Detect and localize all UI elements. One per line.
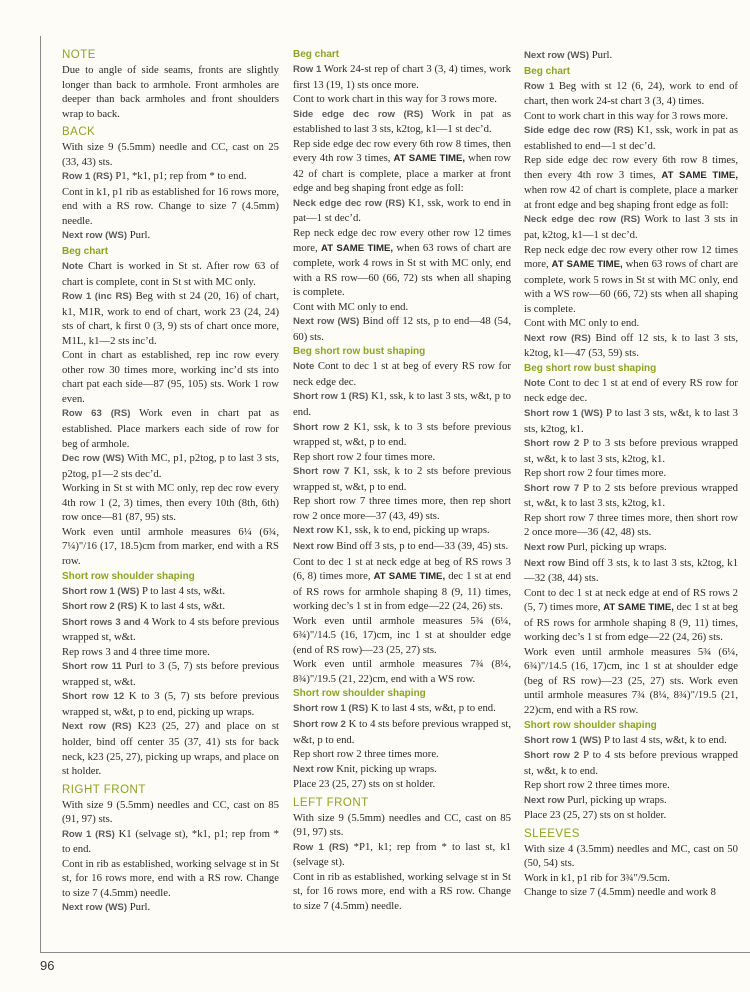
paragraph: Rep short row 2 four times more. <box>524 467 667 480</box>
instruction: Neck edge dec row (RS) Work to last 3 sts in pat, k2tog, k1—1 st dec’d. <box>524 213 739 242</box>
row-label: Row 1 <box>293 64 322 75</box>
paragraph: Rep short row 2 three times more. <box>293 748 439 761</box>
subheading-beg-chart: Beg chart <box>62 246 109 258</box>
paragraph: Rep neck edge dec row every other row 12 times more, AT SAME TIME, when 63 rows of chart are complete, work 5 rows in St st with MC only, end with a WS row—60 (66, 72) sts when all shaping is complete. <box>524 243 738 315</box>
instruction: Side edge dec row (RS) K1, ssk, work in pat as established to end—1 st dec’d. <box>524 124 738 152</box>
emphasis-at-same-time: AT SAME TIME, <box>603 602 674 614</box>
instruction: Row 1 (RS) *P1, k1; rep from * to last st, k1 (selvage st). <box>293 840 512 869</box>
row-label: Short row 7 <box>293 466 350 478</box>
instruction: Short row 12 K to 3 (5, 7) sts before previous wrapped st, w&t, p to end, picking up wraps. <box>62 690 279 718</box>
instruction: Short row 2 P to 3 sts before previous wrapped st, w&t, k to last 3 sts, k2tog, k1. <box>524 437 738 465</box>
row-label: Short row 2 <box>293 718 346 730</box>
emphasis-at-same-time: AT SAME TIME, <box>373 571 446 583</box>
section-heading-right-front: RIGHT FRONT <box>62 783 146 796</box>
subheading-beg-chart: Beg chart <box>293 49 340 60</box>
row-label: Side edge dec row (RS) <box>524 125 634 137</box>
note-label: Note <box>524 377 546 389</box>
instruction: Dec row (WS) With MC, p1, p2tog, p to last 3 sts, p2tog, p1—2 sts dec’d. <box>62 452 279 480</box>
column-3 <box>524 48 738 900</box>
paragraph: Rep short row 7 three times more, then rep short row 2 once more—37 (43, 49) sts. <box>293 495 511 522</box>
column-1 <box>62 48 279 916</box>
paragraph: Change to size 7 (4.5mm) needle and work 8 <box>524 886 717 899</box>
row-label: Row 1 (RS) <box>62 171 113 183</box>
instruction: Short row 1 (RS) K to last 4 sts, w&t, p to end. <box>293 702 496 715</box>
instruction: Next row K1, ssk, k to end, picking up wraps. <box>293 524 490 537</box>
paragraph: With size 9 (5.5mm) needles and CC, cast on 85 (91, 97) sts. <box>293 811 511 839</box>
section-heading-left-front: LEFT FRONT <box>293 796 369 809</box>
instruction: Short row 1 (RS) K1, ssk, k to last 3 sts, w&t, p to end. <box>293 390 512 419</box>
instruction: Neck edge dec row (RS) K1, ssk, work to end in pat—1 st dec’d. <box>293 196 512 225</box>
paragraph: Working in St st with MC only, rep dec row every 4th row 1 (2, 3) times, then every 10th (8th, 6th) row once—81 (87, 95) sts. <box>62 482 279 524</box>
instruction: Next row Purl, picking up wraps. <box>524 540 667 553</box>
row-label: Side edge dec row (RS) <box>293 108 424 120</box>
instruction: Row 1 (RS) K1 (selvage st), *k1, p1; rep from * to end. <box>62 827 280 856</box>
row-label: Short row 1 (WS) <box>62 585 140 597</box>
row-label: Dec row (WS) <box>62 453 125 465</box>
paragraph: With size 9 (5.5mm) needle and CC, cast on 25 (33, 43) sts. <box>62 141 279 168</box>
instruction: Row 1 Beg with st 12 (6, 24), work to end of chart, then work 24-st chart 3 (3, 4) times. <box>524 79 738 108</box>
instruction: Next row (RS) K23 (25, 27) and place on st holder, bind off center 35 (37, 41) sts for back neck, k23 (25, 27), picking up wraps, and place on st holder. <box>62 720 279 778</box>
instruction: Short row 2 (RS) K to last 4 sts, w&t. <box>62 600 226 613</box>
instruction: Short row 1 (WS) P to last 4 sts, w&t. <box>62 584 225 597</box>
instruction: Short row 11 Purl to 3 (5, 7) sts before previous wrapped st, w&t. <box>62 660 279 688</box>
row-label: Next row <box>293 525 334 537</box>
row-label: Row 1 <box>524 80 555 92</box>
page-frame-left-rule <box>40 36 41 952</box>
subheading-shoulder-shaping: Short row shoulder shaping <box>293 688 426 700</box>
instruction: Next row (RS) Bind off 12 sts, k to last 3 sts, k2tog, k1—47 (53, 59) sts. <box>524 331 738 360</box>
emphasis-at-same-time: AT SAME TIME, <box>551 259 623 271</box>
instruction: Short row 2 P to 4 sts before previous wrapped st, w&t, k to end. <box>524 749 738 777</box>
instruction: Short row 2 K1, ssk, k to 3 sts before previous wrapped st, w&t, p to end. <box>293 420 511 449</box>
paragraph: Cont in chart as established, rep inc row every other row 30 times more, working inc’d sts into chart pat each side—87 (95, 105) sts. Work 1 row even. <box>62 349 279 405</box>
instruction: Short row 2 K to 4 sts before previous wrapped st, w&t, p to end. <box>293 717 511 746</box>
instruction: Short row 1 (WS) P to last 3 sts, w&t, k to last 3 sts, k2tog, k1. <box>524 407 738 435</box>
paragraph: Rep side edge dec row every 6th row 8 times, then every 4th row 3 times, AT SAME TIME, when row 42 of chart is complete, place a marker at front edge and beg shaping front edge as foll: <box>524 154 738 211</box>
row-label: Next row <box>293 540 334 552</box>
row-label: Short row 2 <box>524 438 580 450</box>
instruction: Next row (WS) Purl. <box>524 49 613 61</box>
row-label: Next row <box>524 557 566 569</box>
row-label: Next row (WS) <box>293 316 360 328</box>
section-heading-note: NOTE <box>62 49 96 61</box>
column-2 <box>293 48 511 914</box>
paragraph: Work even until armhole measures 6¼ (6¾, 7¼)"/16 (17, 18.5)cm from marker, end with a RS row. <box>62 525 279 567</box>
emphasis-at-same-time: AT SAME TIME, <box>661 169 738 181</box>
instruction: Next row (WS) Bind off 12 sts, p to end—48 (54, 60) sts. <box>293 315 511 343</box>
paragraph: Cont with MC only to end. <box>524 317 640 330</box>
instruction: Next row Bind off 3 sts, p to end—33 (39, 45) sts. <box>293 539 509 552</box>
row-label: Next row <box>524 541 565 553</box>
instruction: Row 1 Work 24-st rep of chart 3 (3, 4) times, work first 13 (19, 1) sts once more. <box>293 63 511 91</box>
subheading-bust-shaping: Beg short row bust shaping <box>524 362 657 374</box>
section-heading-sleeves: SLEEVES <box>524 827 580 840</box>
row-label: Next row (WS) <box>62 230 128 242</box>
row-label: Next row <box>293 763 334 775</box>
paragraph: Rep neck edge dec row every other row 12 times more, AT SAME TIME, when 63 rows of chart are complete, work 4 rows in St st with MC only, end with a RS row—60 (66, 72) sts when all shaping is complete. <box>293 227 511 299</box>
paragraph: Place 23 (25, 27) sts on st holder. <box>524 809 667 822</box>
emphasis-at-same-time: AT SAME TIME, <box>320 242 394 254</box>
instruction: Next row (WS) Purl. <box>62 901 151 914</box>
instruction: Short row 7 K1, ssk, k to 2 sts before previous wrapped st, w&t, p to end. <box>293 465 511 493</box>
row-label: Next row (RS) <box>62 721 132 733</box>
instruction: Next row (WS) Purl. <box>62 229 151 242</box>
instruction: Next row Purl, picking up wraps. <box>524 793 667 806</box>
paragraph: Rep short row 2 four times more. <box>293 450 436 463</box>
row-label: Neck edge dec row (RS) <box>293 197 405 209</box>
instruction: Note Chart is worked in St st. After row 63 of chart is complete, cont in St st with MC only. <box>62 260 279 288</box>
paragraph: Rep side edge dec row every 6th row 8 times, then every 4th row 3 times, AT SAME TIME, when row 42 of chart is complete, place a marker at front edge and beg shaping front edge as foll: <box>293 137 511 195</box>
row-label: Row 63 (RS) <box>62 408 131 420</box>
paragraph: Cont in k1, p1 rib as established for 16 rows more, end with a RS row. Change to size 7 (4.5mm) needle. <box>62 185 279 227</box>
section-heading-back: BACK <box>62 126 96 139</box>
paragraph: Work even until armhole measures 5¾ (6¼, 6¾)"/14.5 (16, 17)cm, inc 1 st at shoulder edge (beg of RS row)—23 (25, 27) sts. Work even until armhole measures 7¾ (8¼, 8¾)"/19.5 (21, 22)cm, end with a RS row. <box>524 645 738 716</box>
subheading-beg-chart: Beg chart <box>524 65 571 77</box>
paragraph: Cont in rib as established, working selvage st in St st, for 16 rows more, end with a RS row. Change to size 7 (4.5mm) needle. <box>293 870 511 912</box>
instruction: Note Cont to dec 1 st at beg of every RS row for neck edge dec. <box>293 360 511 388</box>
instruction: Row 1 (RS) P1, *k1, p1; rep from * to end. <box>62 170 247 183</box>
paragraph: Work even until armhole measures 7¾ (8¼, 8¾)"/19.5 (21, 22)cm, end with a WS row. <box>293 658 511 685</box>
row-label: Short row 1 (RS) <box>293 703 369 715</box>
row-label: Short row 2 <box>524 750 580 762</box>
note-label: Note <box>62 261 84 273</box>
instruction: Next row Knit, picking up wraps. <box>293 762 437 775</box>
paragraph: Cont with MC only to end. <box>293 300 409 313</box>
subheading-bust-shaping: Beg short row bust shaping <box>293 346 426 358</box>
row-label: Row 1 (RS) <box>293 841 349 853</box>
subheading-shoulder-shaping: Short row shoulder shaping <box>524 719 657 731</box>
row-label: Short rows 3 and 4 <box>62 616 149 628</box>
paragraph: Rep rows 3 and 4 three time more. <box>62 645 210 658</box>
note-label: Note <box>293 361 315 373</box>
paragraph: Cont to dec 1 st at neck edge at beg of RS rows 3 (6, 8) times more, AT SAME TIME, dec 1 st at end of RS rows for armhole shaping 8 (9, 11) times, working dec’s 1 st in from edge—22 (24, 26) sts. <box>293 555 511 613</box>
paragraph: Rep short row 2 three times more. <box>524 779 670 792</box>
paragraph: Work in k1, p1 rib for 3¾"/9.5cm. <box>524 871 670 884</box>
row-label: Neck edge dec row (RS) <box>524 214 641 226</box>
paragraph: Cont in rib as established, working selvage st in St st, for 16 rows more, end with a RS row. Change to size 7 (4.5mm) needle. <box>62 857 279 899</box>
paragraph: With size 9 (5.5mm) needles and CC, cast on 85 (91, 97) sts. <box>62 798 279 826</box>
row-label: Short row 2 (RS) <box>62 601 138 613</box>
row-label: Next row (WS) <box>62 902 128 914</box>
row-label: Short row 12 <box>62 691 125 703</box>
row-label: Next row (WS) <box>524 50 590 61</box>
page-number: 96 <box>40 958 55 973</box>
instruction: Next row Bind off 3 sts, k to last 3 sts, k2tog, k1—32 (38, 44) sts. <box>524 556 738 585</box>
row-label: Row 1 (RS) <box>62 828 115 840</box>
paragraph: Due to angle of side seams, fronts are slightly longer than back to armhole. Front armholes are deeper than back armholes and front shoulders wrap to back. <box>62 64 279 120</box>
row-label: Short row 1 (WS) <box>524 734 602 746</box>
emphasis-at-same-time: AT SAME TIME, <box>393 153 466 165</box>
row-label: Short row 2 <box>293 421 350 433</box>
instruction: Row 63 (RS) Work even in chart pat as established. Place markers each side of row for beg of armhole. <box>62 407 279 450</box>
paragraph: Rep short row 7 three times more, then short row 2 once more—36 (42, 48) sts. <box>524 511 738 539</box>
paragraph: Cont to dec 1 st at neck edge at end of RS rows 2 (5, 7) times more, AT SAME TIME, dec 1 st at beg of RS rows for armhole shaping 8 (9, 11) times, working dec’s 1 st from edge—22 (24, 26) sts. <box>524 586 738 644</box>
instruction: Note Cont to dec 1 st at end of every RS row for neck edge dec. <box>524 376 738 405</box>
instruction: Side edge dec row (RS) Work in pat as established to last 3 sts, k2tog, k1—1 st dec’d. <box>293 107 511 136</box>
instruction: Row 1 (inc RS) Beg with st 24 (20, 16) of chart, k1, M1R, work to end of chart, work 23 (24, 24) sts of chart, k first 0 (3, 9) sts of chart once more, M1L, k1—2 sts inc’d. <box>62 290 279 347</box>
instruction: Short row 7 P to 2 sts before previous wrapped st, w&t, k to last 3 sts, k2tog, k1. <box>524 481 738 510</box>
paragraph: Cont to work chart in this way for 3 rows more. <box>524 109 728 122</box>
row-label: Next row (RS) <box>524 332 591 344</box>
row-label: Short row 1 (RS) <box>293 391 369 403</box>
instruction: Short row 1 (WS) P to last 4 sts, w&t, k to end. <box>524 733 727 746</box>
subheading-shoulder-shaping: Short row shoulder shaping <box>62 570 195 582</box>
paragraph: Place 23 (25, 27) sts on st holder. <box>293 778 436 791</box>
page-frame-bottom-rule <box>40 952 750 953</box>
paragraph: Work even until armhole measures 5¾ (6¼, 6¾)"/14.5 (16, 17)cm, inc 1 st at shoulder edge (end of RS row)—23 (25, 27) sts. <box>293 614 511 656</box>
row-label: Next row <box>524 794 565 806</box>
paragraph: Cont to work chart in this way for 3 rows more. <box>293 93 497 106</box>
row-label: Short row 7 <box>524 482 580 494</box>
instruction: Short rows 3 and 4 Work to 4 sts before previous wrapped st, w&t. <box>62 615 279 644</box>
row-label: Row 1 (inc RS) <box>62 291 132 303</box>
row-label: Short row 1 (WS) <box>524 408 603 420</box>
paragraph: With size 4 (3.5mm) needles and MC, cast on 50 (50, 54) sts. <box>524 842 738 870</box>
row-label: Short row 11 <box>62 661 122 673</box>
